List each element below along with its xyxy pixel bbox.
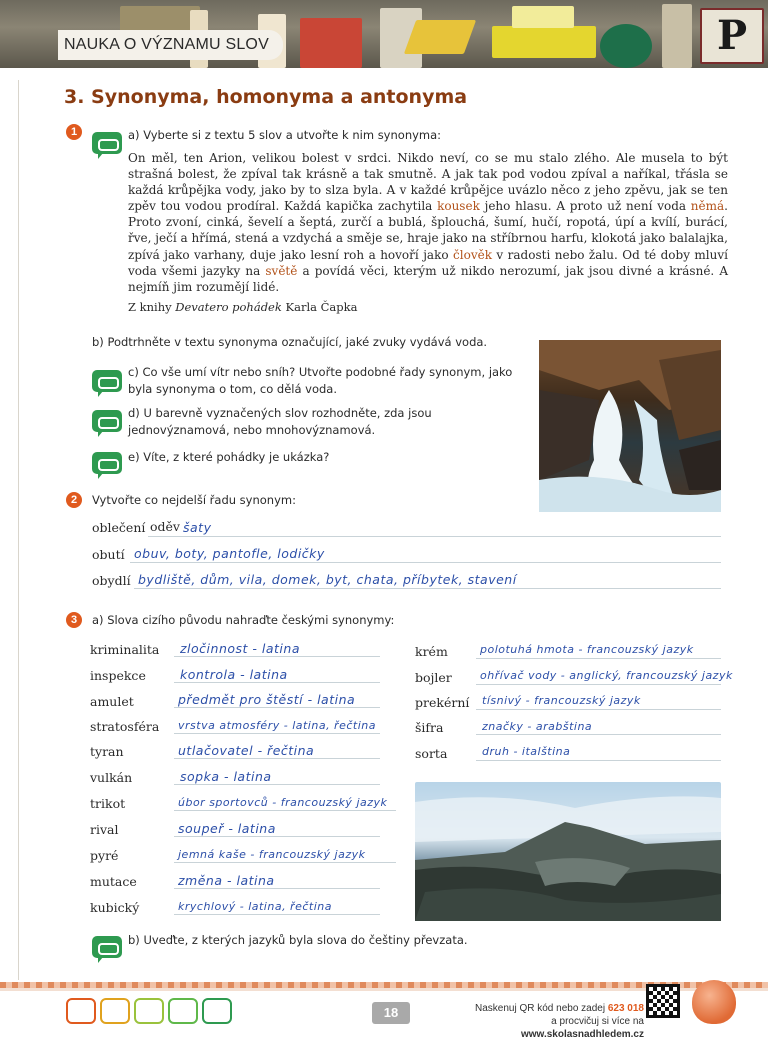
- balloon-icon: [692, 980, 736, 1024]
- speech-bubble-icon: [92, 410, 122, 432]
- answer-line: [476, 760, 721, 761]
- exercise-2-task: Vytvořte co nejdelší řadu synonym:: [92, 493, 296, 507]
- answer-line: [174, 758, 380, 759]
- answer-line: [130, 562, 721, 563]
- chapter-label: NAUKA O VÝZNAMU SLOV: [58, 30, 283, 60]
- foreign-word: prekérní: [415, 695, 470, 710]
- exercise-1d-task: d) U barevně vyznačených slov rozhodněte, zda jsou jednovýznamová, nebo mnohovýznamová.: [128, 406, 432, 437]
- exercise-1a-task: a) Vyberte si z textu 5 slov a utvořte k nim synonyma:: [128, 128, 442, 142]
- passage-text: v radosti nebo žalu. Od té doby mluví voda všemi jazyky na: [128, 247, 728, 278]
- passage-source: [128, 300, 357, 314]
- speech-bubble-icon: [92, 452, 122, 474]
- foreign-word: tyran: [90, 744, 124, 759]
- exercise-1b-task: b) Podtrhněte v textu synonyma označující, jaké zvuky vydává voda.: [92, 335, 488, 349]
- page-number: 18: [372, 1002, 410, 1024]
- passage-text: On měl, ten Arion, velikou bolest v srdci. Nikdo neví, co se mu stalo zlého. Ale musela to být strašná bolest, že zpíval tak krásně a tak smutně. A jak tak pod vodou zpíval a naříkal, třásla se každá krůpějka vody, jako by to slza byla. A v každé krůpějce uvázlo něco z jeho zpěvu, jak se ten zpěv tou vodou prodíral. Každá kapička zachytila: [128, 151, 728, 214]
- lesson-title: 3. Synonyma, homonyma a antonyma: [64, 86, 468, 108]
- handwritten-answer: vrstva atmosféry - latina, řečtina: [178, 719, 376, 732]
- handwritten-answer: sopka - latina: [180, 769, 272, 784]
- reading-passage: [128, 150, 728, 295]
- speech-bubble-icon: [92, 936, 122, 958]
- foreign-word: šifra: [415, 720, 444, 735]
- answer-line: [476, 658, 721, 659]
- answer-line: [476, 684, 721, 685]
- foreign-word: vulkán: [90, 770, 133, 785]
- speech-bubble-icon: [92, 132, 122, 154]
- handwritten-answer: změna - latina: [178, 873, 275, 888]
- source-book-title: Devatero pohádek: [175, 300, 282, 314]
- handwritten-answer: druh - italština: [482, 745, 571, 758]
- qr-code-icon[interactable]: [646, 984, 680, 1018]
- smiley-face-icon: [66, 998, 96, 1024]
- answer-line: [174, 784, 380, 785]
- source-author: Karla Čapka: [281, 300, 358, 314]
- synonym-row-label: oblečení: [92, 520, 146, 535]
- foreign-word: bojler: [415, 670, 452, 685]
- volcano-photo: [415, 782, 721, 921]
- exercise-number-1: 1: [66, 124, 82, 140]
- answer-line: [148, 536, 721, 537]
- handwritten-answer: zločinnost - latina: [180, 641, 300, 656]
- website-link[interactable]: www.skolasnadhledem.cz: [520, 1029, 644, 1040]
- passage-text: a povídá věci, kterým už nikdo nerozumí, jak jsou divné a krásné. A nejmíň jim rozumějí lidé.: [128, 263, 728, 294]
- handwritten-answer: polotuhá hmota - francouzský jazyk: [480, 643, 694, 656]
- foreign-word: mutace: [90, 874, 137, 889]
- smiley-face-icon: [202, 998, 232, 1024]
- passage-text: jeho hlasu. A proto už není voda: [479, 199, 691, 214]
- highlighted-word-svete: světě: [265, 263, 298, 278]
- foreign-word: inspekce: [90, 668, 146, 683]
- handwritten-answer: šaty: [183, 520, 212, 535]
- smiley-face-icon: [134, 998, 164, 1024]
- handwritten-answer: ohřívač vody - anglický, francouzský jazyk: [480, 669, 733, 682]
- synonym-row-label: obutí: [92, 547, 125, 562]
- handwritten-answer: předmět pro štěstí - latina: [178, 692, 356, 707]
- answer-line: [174, 656, 380, 657]
- foreign-word: pyré: [90, 848, 119, 863]
- printed-answer: oděv: [150, 519, 180, 534]
- foreign-word: sorta: [415, 746, 448, 761]
- handwritten-answer: soupeř - latina: [178, 821, 276, 836]
- answer-line: [174, 836, 380, 837]
- speech-bubble-icon: [92, 370, 122, 392]
- highlighted-word-clovek: člověk: [453, 247, 492, 262]
- smiley-face-icon: [100, 998, 130, 1024]
- exercise-3a-task: a) Slova cizího původu nahraďte českými synonymy:: [92, 613, 395, 627]
- qr-line-2: a procvičuj si více na: [551, 1016, 644, 1027]
- foreign-word: trikot: [90, 796, 126, 811]
- answer-line: [174, 707, 380, 708]
- foreign-word: amulet: [90, 694, 134, 709]
- qr-code-number: 623 018: [607, 1003, 644, 1014]
- exercise-number-2: 2: [66, 492, 82, 508]
- exercise-1e-task: e) Víte, z které pohádky je ukázka?: [128, 450, 330, 464]
- handwritten-answer: tísnivý - francouzský jazyk: [482, 694, 641, 707]
- foreign-word: krém: [415, 644, 448, 659]
- exercise-1c-task: c) Co vše umí vítr nebo sníh? Utvořte podobné řady synonym, jako byla synonyma o tom, co dělá voda.: [128, 365, 513, 396]
- foreign-word: rival: [90, 822, 119, 837]
- qr-instructions: [432, 1002, 644, 1041]
- handwritten-answer: utlačovatel - řečtina: [178, 743, 315, 758]
- answer-line: [476, 709, 721, 710]
- source-prefix: Z knihy: [128, 300, 176, 314]
- banner-letter-block: P: [700, 8, 764, 64]
- foreign-word: stratosféra: [90, 719, 160, 734]
- answer-line: [174, 862, 396, 863]
- exercise-number-3: 3: [66, 612, 82, 628]
- handwritten-answer: bydliště, dům, vila, domek, byt, chata, příbytek, stavení: [138, 572, 517, 587]
- foreign-word: kubický: [90, 900, 140, 915]
- answer-line: [174, 810, 396, 811]
- answer-line: [174, 733, 380, 734]
- handwritten-answer: krychlový - latina, řečtina: [178, 900, 332, 913]
- answer-line: [174, 888, 380, 889]
- smiley-face-icon: [168, 998, 198, 1024]
- handwritten-answer: značky - arabština: [482, 720, 593, 733]
- foreign-word: kriminalita: [90, 642, 160, 657]
- handwritten-answer: kontrola - latina: [180, 667, 288, 682]
- highlighted-word-nema: němá: [690, 199, 725, 214]
- answer-line: [134, 588, 721, 589]
- highlighted-word-kousek: kousek: [437, 199, 480, 214]
- answer-line: [174, 914, 380, 915]
- handwritten-answer: obuv, boty, pantofle, lodičky: [134, 546, 325, 561]
- qr-line-1: Naskenuj QR kód nebo zadej: [474, 1003, 608, 1014]
- passage-text: . Proto zvoní, cinká, ševelí a šeptá, zurčí a bublá, šplouchá, šumí, hučí, ropotá, úpí a kvílí, burácí, řve, ječí a hřímá, stená a vzdychá a směje se, hraje jako na stříbrnou harfu, klokotá jako balalajka, zpívá jako varhany, duje jako lesní roh a hovoří jako: [128, 199, 728, 262]
- exercise-3b-task: b) Uveďte, z kterých jazyků byla slova do češtiny převzata.: [128, 933, 468, 947]
- handwritten-answer: úbor sportovců - francouzský jazyk: [178, 796, 388, 809]
- synonym-row-label: obydlí: [92, 573, 131, 588]
- answer-line: [174, 682, 380, 683]
- waterfall-photo: [539, 340, 721, 512]
- answer-line: [476, 734, 721, 735]
- margin-rule: [18, 80, 19, 980]
- handwritten-answer: jemná kaše - francouzský jazyk: [178, 848, 366, 861]
